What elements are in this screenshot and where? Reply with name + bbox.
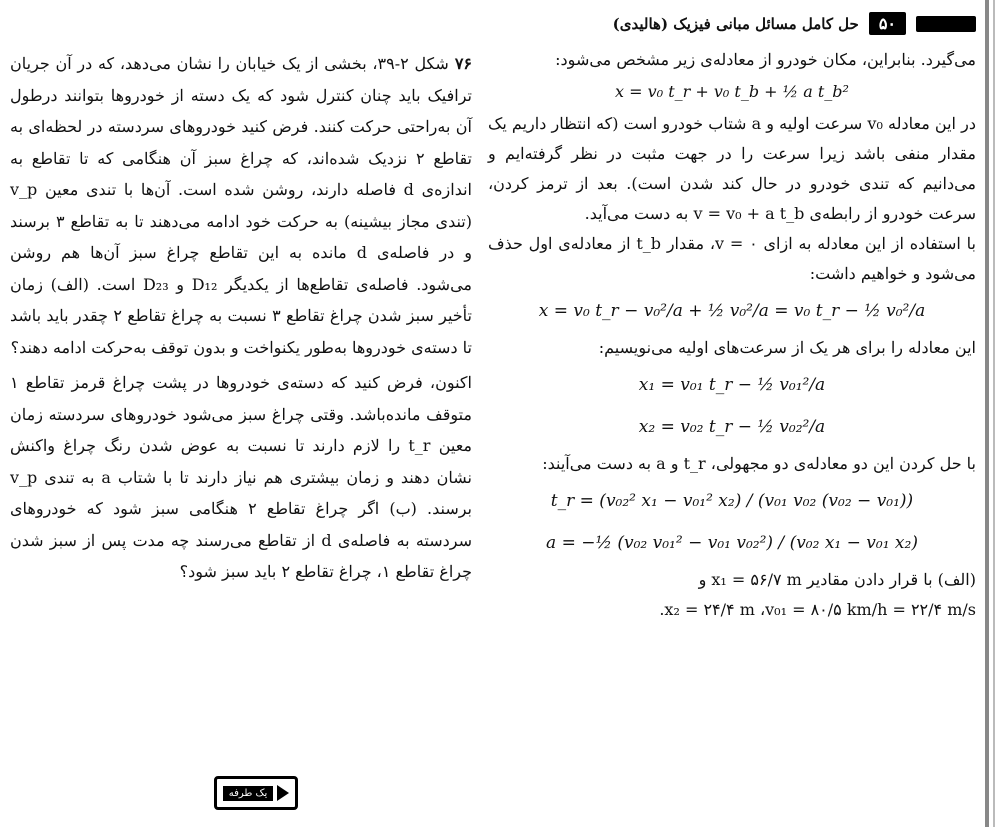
problem-part-b: اکنون، فرض کنید که دسته‌ی خودروها در پشت چراغ قرمز تقاطع ۱ متوقف مانده‌باشد. وقتی چراغ سبز می‌شود خودروهای سردسته زمان معین t_r را لازم دارند تا نسبت به عوض شدن رنگ چراغ واکنش نشان دهند و زمان بیشتری هم نیاز دارند تا با شتاب a به تندی v_p برسند. (ب) اگر چراغ تقاطع ۲ هنگامی سبز شود که خودروهای سردسته به فاصله‌ی d از تقاطع می‌رسند چه مدت پس از سبز شدن چراغ تقاطع ۱، چراغ تقاطع ۲ باید سبز شود؟ (10, 373, 473, 581)
problem-statement (10, 48, 472, 363)
equation-5: t_r = (v₀₂² x₁ − v₀₁² x₂) / (v₀₁ v₀₂ (v₀₂ − v₀₁)) (550, 491, 914, 511)
page-edge-rule-thin (993, 0, 995, 827)
right-paragraph-4: این معادله را برای هر یک از سرعت‌های اولیه می‌نویسیم: (598, 338, 976, 357)
problem-text: شکل ۲-۳۹، بخشی از یک خیابان را نشان می‌دهد، که در آن جریان ترافیک باید چنان کنترل شود که یک دسته از خودروها بتوانند درطول آن به‌راحتی حرکت کنند. فرض کنید خودروهای سردسته در لحظه‌ای به تقاطع ۲ نزدیک شده‌اند، که چراغ سبز آن هنگامی که تا تقاطع به اندازه‌ی d فاصله دارند، روشن شده است. آن‌ها با تندی معین v_p (تندی مجاز بیشینه) به حرکت خود ادامه می‌دهند تا به تقاطع ۳ برسند و در فاصله‌ی d مانده به این تقاطع چراغ سبز آن‌ها هم روشن می‌شود. فاصله‌ی تقاطع‌ها از یکدیگر D₁₂ و D₂₃ است. (الف) زمان تأخیر سبز شدن چراغ تقاطع ۳ نسبت به چراغ تقاطع ۲ چقدر باید باشد تا دسته‌ی خودروها به‌طور یکنواخت و بدون توقف به‌حرکت ادامه دهند؟ (10, 54, 473, 357)
one-way-sign-inner (223, 785, 290, 801)
one-way-sign (214, 776, 298, 810)
page-number: ۵۰ (869, 12, 906, 35)
equation-1: x = v₀ t_r + v₀ t_b + ½ a t_b² (615, 82, 849, 101)
header-bar (916, 16, 976, 32)
right-paragraph-2: در این معادله v₀ سرعت اولیه و a شتاب خودرو است (که انتظار داریم یک مقدار منفی باشد زیرا سرعت را در جهت مثبت در نظر گرفته‌ایم و می‌دانیم که تندی خودرو در حال کند شدن است). بعد از ترمز کردن، سرعت خودرو از رابطه‌ی v = v₀ + a t_b به دست می‌آید. (488, 114, 976, 223)
right-paragraph-3: با استفاده از این معادله به ازای v = ۰، مقدار t_b از معادله‌ی اول حذف می‌شود و خواهیم داشت: (488, 234, 976, 283)
page-header (488, 12, 976, 35)
page-edge-rule (985, 0, 989, 827)
arrow-right-icon (277, 785, 289, 801)
equation-6: a = −½ (v₀₂ v₀₁² − v₀₁ v₀₂²) / (v₀₂ x₁ − v₀₁ x₂) (546, 533, 918, 553)
right-paragraph-6: (الف) با قرار دادن مقادیر x₁ = ۵۶/۷ m و (698, 570, 976, 589)
equation-4: x₂ = v₀₂ t_r − ½ v₀₂²/a (638, 417, 826, 437)
right-paragraph-1: می‌گیرد. بنابراین، مکان خودرو از معادله‌ی زیر مشخص می‌شود: (555, 50, 976, 69)
equation-3: x₁ = v₀₁ t_r − ½ v₀₁²/a (638, 375, 826, 395)
one-way-sign-label: یک طرفه (223, 786, 274, 801)
right-column (488, 12, 976, 625)
equation-2: x = v₀ t_r − v₀²/a + ½ v₀²/a = v₀ t_r − ½ v₀²/a (538, 301, 926, 321)
right-paragraph-5: با حل کردن این دو معادله‌ی دو مجهولی، t_r و a به دست می‌آیند: (542, 454, 976, 473)
right-paragraph-7: x₂ = ۲۴/۴ m ،v₀₁ = ۸۰/۵ km/h = ۲۲/۴ m/s. (659, 600, 976, 619)
problem-number: ۷۶ (454, 54, 472, 73)
book-title: حل کامل مسائل مبانی فیزیک (هالیدی) (612, 14, 859, 33)
left-column (10, 48, 472, 588)
